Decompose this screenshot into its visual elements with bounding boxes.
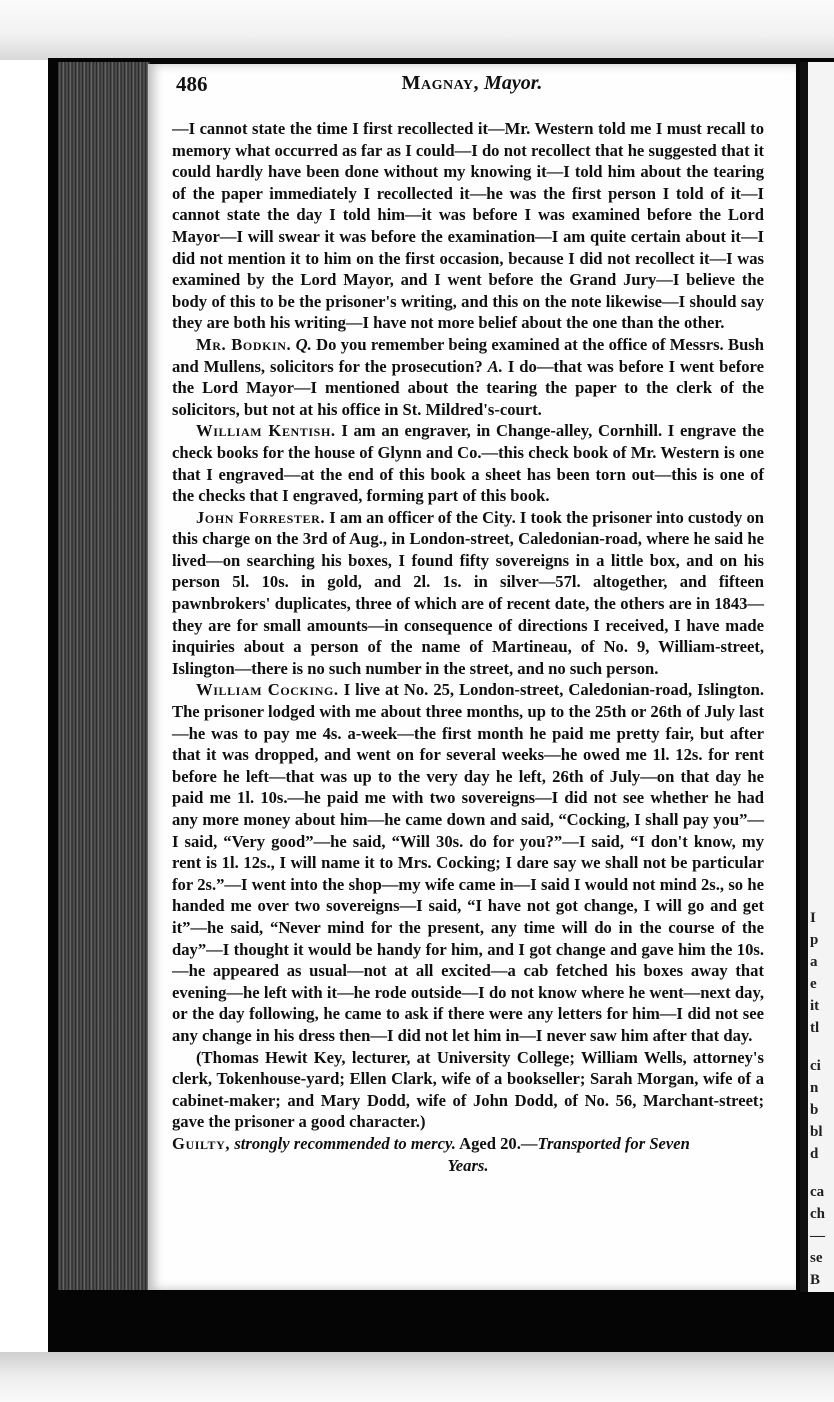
verdict-recommendation: strongly recommended to mercy. xyxy=(234,1133,456,1153)
margin-fragment: B xyxy=(810,1272,821,1288)
margin-fragment: I xyxy=(810,910,816,926)
speaker-name: William Cocking. xyxy=(196,680,339,700)
facing-page-fragment xyxy=(800,62,834,1292)
margin-fragment: d xyxy=(810,1146,819,1162)
margin-fragment: se xyxy=(810,1250,823,1266)
margin-fragment: ci xyxy=(810,1058,821,1074)
margin-fragment: e xyxy=(810,976,817,992)
testimony-cocking xyxy=(172,679,764,1046)
running-title xyxy=(176,72,768,95)
scan-top-background xyxy=(0,0,834,60)
verdict xyxy=(172,1133,764,1176)
margin-fragment: bl xyxy=(810,1124,823,1140)
testimony-text: I am an engraver, in Change-alley, Cornhill. I engrave the check books for the house of Glynn and Co.—this check book of Mr. Western is one that I engraved—at the end of this book a sheet has been torn out—this is one of the checks that I engraved, forming part of this book. xyxy=(172,421,764,506)
character-witnesses: (Thomas Hewit Key, lecturer, at University College; William Wells, attorney's clerk, Tokenhouse-yard; Ellen Clark, wife of a bookseller; Sarah Morgan, wife of a cabinet-maker; and Mary Dodd, wife of John Dodd, of No. 56, Marchant-street; gave the prisoner a good character.) xyxy=(172,1047,764,1132)
margin-fragment: b xyxy=(810,1102,819,1118)
page-body xyxy=(172,118,764,1176)
speaker-name: Mr. Bodkin. xyxy=(196,334,292,354)
running-title-name: Magnay, xyxy=(401,72,480,94)
testimony-text: I live at No. 25, London-street, Caledonian-road, Islington. The prisoner lodged with me about three months, up to the 25th or 26th of July last—he was to pay me 4s. a-week—the first month he paid me pretty fair, but after that it was dropped, and went on for several weeks—he owed me 1l. 12s. for rent before he left—that was up to the very day he left, 26th of July—on that day he paid me 1l. 10s.—he paid me with two sovereigns—I did not see whether he had any more money about him—he came down and said, “Cocking, I shall pay you”—I said, “Very good”—he said, “Will 30s. do for you?”—I said, “I don't know, my rent is 1l. 12s., I will name it to Mrs. Cocking; I dare say we shall not be particular for 2s.”—I went into the shop—my wife came in—I said I would not mind 2s., so he handed me over two sovereigns—I said, “I have not got change, I will go and get it”—he said, “Never mind for the present, any time will do in the course of the day”—I thought it would be handy for him, and I got change and gave him the 10s.—he appeared as usual—not at all excited—a cab fetched his boxes away that evening—he left with it—he rode outside—I do not know where he went—next day, or the day following, he came to ask if there were any letters for him—I did not see any change in his dress then—I did not let him in—I never saw him after that day. xyxy=(172,680,764,1045)
book-page xyxy=(148,64,796,1290)
margin-fragment: ch xyxy=(810,1206,825,1222)
testimony-bodkin xyxy=(172,334,764,420)
question-text: Do you remember being examined at the office of Messrs. Bush and Mullens, solicitors for the prosecution? xyxy=(172,334,764,376)
answer-marker: A. xyxy=(487,356,503,376)
verdict-age: Aged 20.— xyxy=(459,1133,538,1153)
testimony-text: I am an officer of the City. I took the prisoner into custody on this charge on the 3rd of Aug., in London-street, Caledonian-road, where he said he lived—on searching his boxes, I found fifty sovereigns in a little box, and on his person 5l. 10s. in gold, and 2l. 1s. in silver—57l. altogether, and fifteen pawnbrokers' duplicates, three of which are of recent date, the others are in 1843—they are for small amounts—in consequence of directions I received, I have made inquiries about a person of the name of Martineau, of No. 9, William-street, Islington—there is no such number in the street, and no such person. xyxy=(172,507,764,678)
book-page-edges xyxy=(58,62,150,1290)
speaker-name: John Forrester. xyxy=(196,507,326,527)
testimony-continuation: —I cannot state the time I first recollected it—Mr. Western told me I must recall to memory what occurred as far as I could—I do not recollect that he suggested that it could hardly have been done without my knowing it—I told him about the tearing of the paper immediately I recollected it—he was the first person I told of it—I cannot state the day I told him—it was before I was examined before the Lord Mayor—I will swear it was before the examination—I am quite certain about it—I did not mention it to him on the first occasion, because I did not recollect it—I was examined by the Lord Mayor, and I went before the Grand Jury—I believe the body of this to be the prisoner's writing, and this on the note likewise—I should say they are both his writing—I have not more belief about the one than the other. xyxy=(172,119,764,333)
margin-fragment: — xyxy=(810,1228,825,1244)
question-marker: Q. xyxy=(295,334,312,354)
verdict-label: Guilty, xyxy=(172,1133,231,1153)
margin-fragment: a xyxy=(810,954,818,970)
running-title-role: Mayor. xyxy=(484,72,543,94)
margin-fragment: p xyxy=(810,932,819,948)
margin-fragment: tl xyxy=(810,1020,820,1036)
verdict-sentence-end: Years. xyxy=(447,1155,489,1175)
testimony-forrester xyxy=(172,507,764,680)
margin-fragment: it xyxy=(810,998,820,1014)
scan-bottom-background xyxy=(0,1352,834,1402)
answer-text: I do—that was before I went before the Lord Mayor—I mentioned about the tearing the paper to the clerk of the solicitors, but not at his office in St. Mildred's-court. xyxy=(172,356,764,419)
page-number: 486 xyxy=(176,72,208,96)
margin-fragment: ca xyxy=(810,1184,825,1200)
margin-fragment: n xyxy=(810,1080,819,1096)
speaker-name: William Kentish. xyxy=(196,421,336,441)
verdict-sentence: Transported for Seven xyxy=(537,1133,690,1153)
testimony-kentish xyxy=(172,420,764,506)
running-header xyxy=(176,72,768,102)
